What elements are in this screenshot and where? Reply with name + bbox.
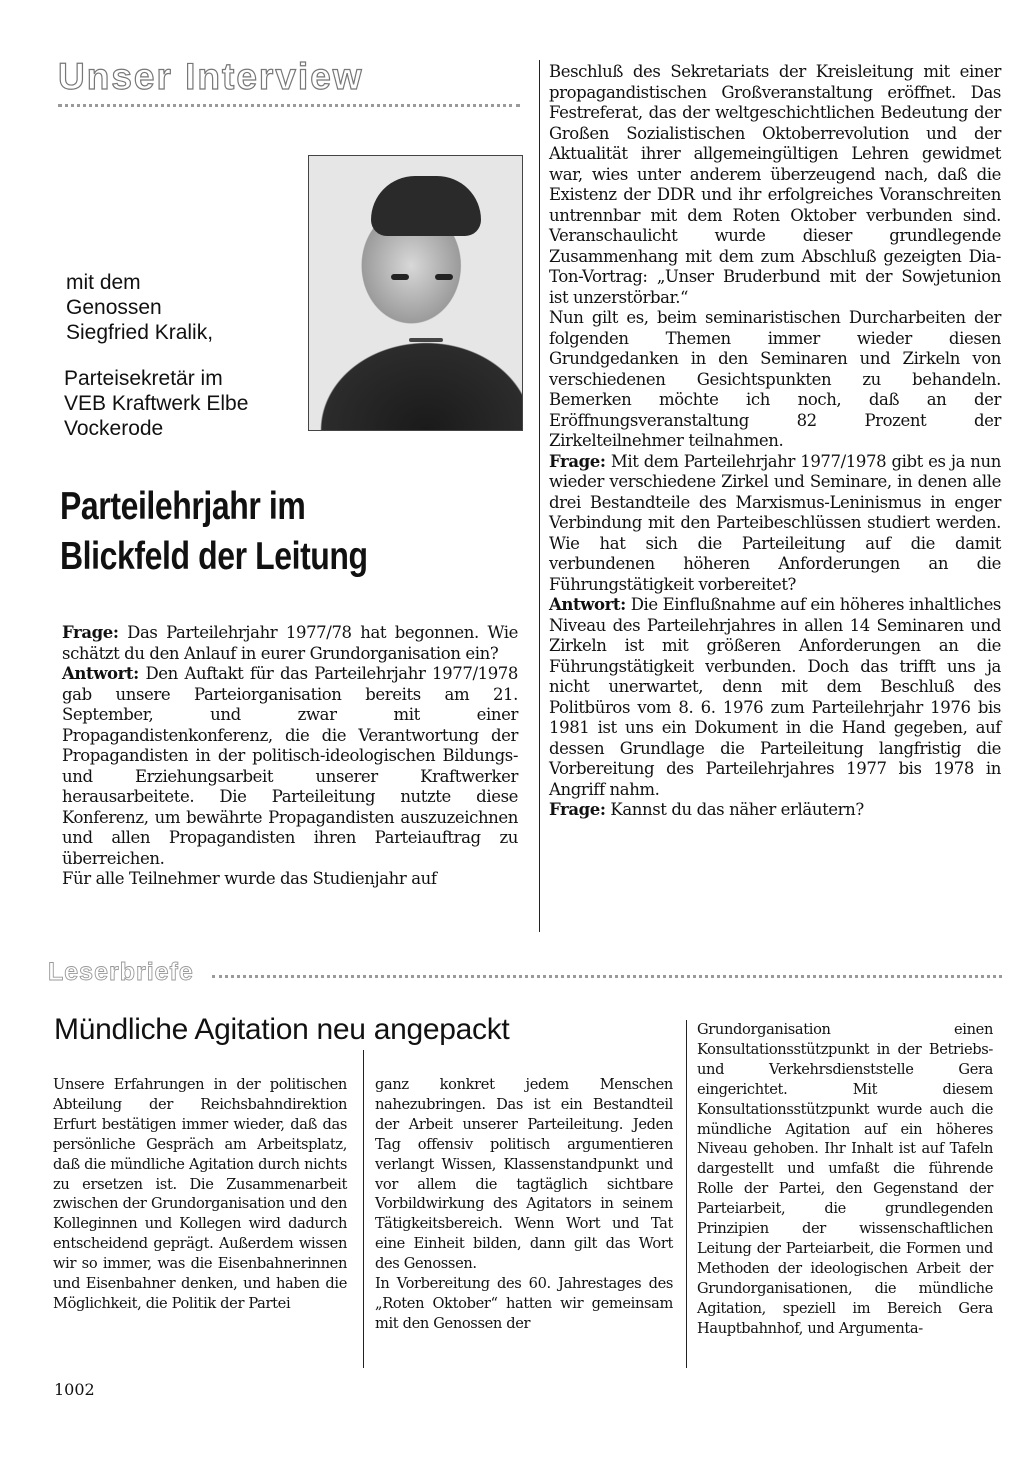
paragraph xyxy=(62,664,518,869)
question-label: Frage: xyxy=(62,623,119,642)
paragraph-text: Die Einflußnahme auf ein höheres inhaltliches Niveau des Parteilehrjahres in allen 14 Seminaren und Zirkeln ist mit größeren Anforderungen an die Führungstätigkeit verbunden. Doch das trifft uns ja nicht unerwartet, denn mit dem Beschluß des Politbüros vom 8. 6. 1976 zum Parteilehrjahr 1976 bis 1981 ist uns ein Dokument in die Hand gegeben, auf dessen Grundlage die Parteileitung langfristig die Vorbereitung des Parteilehrjahres 1977 bis 1978 in Angriff nahm. xyxy=(549,595,1001,799)
paragraph-text: Nun gilt es, beim seminaristischen Durcharbeiten der folgenden Themen immer wieder diesen Grundgedanken in den Seminaren und Zirkeln von verschiedenen Gesichtspunkten zu behandeln. Bemerken möchte ich noch, daß an der Eröffnungsveranstaltung 82 Prozent der Zirkelteilnehmer teilnahmen. xyxy=(549,308,1001,450)
portrait-photo xyxy=(308,155,523,431)
photo-eye-left xyxy=(391,274,409,280)
paragraph xyxy=(549,595,1001,800)
photo-eye-right xyxy=(435,274,453,280)
letters-column-3 xyxy=(697,1020,993,1339)
interview-left-column xyxy=(62,623,518,890)
paragraph: Unsere Erfahrungen in der politischen Abteilung der Reichsbahndirektion Erfurt bestätigen immer wieder, daß das persönliche Gespräch am Arbeitsplatz, daß die mündliche Agitation durch nichts zu ersetzen ist. Die Zusammenarbeit zwischen der Grundorganisation und den Kolleginnen und Kollegen wird dadurch entscheidend geprägt. Außerdem wissen wir so immer, was die Eisenbahnerinnen und Eisenbahner denken, und haben die Möglichkeit, die Politik der Partei xyxy=(53,1076,347,1312)
paragraph: ganz konkret jedem Menschen nahezubringen. Das ist ein Bestandteil der Arbeit unserer Parteileitung. Jeden Tag offensiv politisch argumentieren verlangt Wissen, Klassenstandpunkt und vor allem die tagtäglich sichtbare Vorbildwirkung des Agitators in seinem Tätigkeitsbereich. Wenn Wort und Tat eine Einheit bilden, dann gilt das Wort des Genossen. xyxy=(375,1076,673,1273)
section-kicker-letters: Leserbriefe xyxy=(48,958,194,986)
subtitle-line: Siegfried Kralik, xyxy=(66,321,214,344)
interview-subtitle xyxy=(66,270,213,345)
paragraph-text: Das Parteilehrjahr 1977/78 hat begonnen. Wie schätzt du den Anlauf in eurer Grundorganisation ein? xyxy=(62,623,518,663)
role-line: Vockerode xyxy=(64,417,164,440)
question-label: Frage: xyxy=(549,451,606,471)
interview-role xyxy=(64,366,248,441)
paragraph: Grundorganisation einen Konsultationsstützpunkt in der Betriebs- und Verkehrsdienststelle Gera eingerichtet. Mit diesem Konsultationsstützpunkt wurde auch die mündliche Agitation auf ein höheres Niveau gehoben. Ihr Inhalt ist auf Tafeln dargestellt und umfaßt die führende Rolle der Partei, den Gegenstand der Parteiarbeit, die grundlegenden Prinzipien der wissenschaftlichen Leitung der Parteiarbeit, die Formen und Methoden der ideologischen Arbeit der Grundorganisationen, die mündliche Agitation, speziell im Bereich Gera Hauptbahnhof, und Argumenta- xyxy=(697,1021,993,1337)
subtitle-line: mit dem xyxy=(66,271,141,294)
role-line: Parteisekretär im xyxy=(64,367,223,390)
article-headline xyxy=(60,482,486,582)
answer-label: Antwort: xyxy=(549,595,626,614)
column-divider xyxy=(363,1050,364,1368)
headline-line: Parteilehrjahr im xyxy=(60,485,306,528)
letters-column-1 xyxy=(53,1075,347,1314)
kicker-rule xyxy=(58,104,520,107)
section-kicker-interview: Unser Interview xyxy=(58,56,364,97)
paragraph xyxy=(549,452,1001,596)
paragraph-text: Kannst du das näher erläutern? xyxy=(605,800,864,819)
paragraph-text: Mit dem Parteilehrjahr 1977/1978 gibt es ja nun wieder verschiedene Zirkel und Seminare, in denen alle drei Bestandteile des Marxismus-Leninismus in enger Verbindung mit den Parteibeschlüssen studiert werden. Wie hat sich die Parteileitung auf die damit verbundenen höheren Anforderungen an die Führungstätigkeit vorbereitet? xyxy=(549,451,1001,594)
page-number: 1002 xyxy=(54,1380,95,1399)
paragraph xyxy=(62,869,518,890)
answer-label: Antwort: xyxy=(62,664,139,683)
paragraph xyxy=(549,308,1001,452)
question-label: Frage: xyxy=(549,800,606,819)
paragraph xyxy=(549,62,1001,308)
photo-mouth xyxy=(409,338,443,342)
photo-hair xyxy=(371,176,481,236)
kicker-rule xyxy=(212,975,1002,978)
letters-column-2 xyxy=(375,1075,673,1334)
paragraph-text: Für alle Teilnehmer wurde das Studienjahr auf xyxy=(62,869,437,888)
paragraph-text: Beschluß des Sekretariats der Kreisleitung mit einer propagandistischen Großveranstaltung eröffnet. Das Festreferat, das der weltgeschichtlichen Bedeutung der Großen Sozialistischen Oktoberrevolution und der Aktualität ihrer allgemeingültigen Lehren gewidmet war, wies unter anderem überzeugend nach, daß die Existenz der DDR und ihr erfolgreiches Voranschreiten untrennbar mit dem Roten Oktober verbunden sind. Veranschaulicht wurde dieser grundlegende Zusammenhang mit dem zum Abschluß gezeigten Dia-Ton-Vortrag: „Unser Bruderbund mit der Sowjetunion ist unzerstörbar.“ xyxy=(549,62,1001,307)
letters-headline: Mündliche Agitation neu angepackt xyxy=(54,1013,510,1046)
interview-right-column xyxy=(549,62,1001,821)
column-divider xyxy=(539,60,540,932)
subtitle-line: Genossen xyxy=(66,296,162,319)
paragraph xyxy=(62,623,518,664)
paragraph xyxy=(549,800,1001,821)
paragraph: In Vorbereitung des 60. Jahrestages des „Roten Oktober“ hatten wir gemeinsam mit den Genossen der xyxy=(375,1275,673,1332)
headline-line: Blickfeld der Leitung xyxy=(60,535,368,578)
paragraph-text: Den Auftakt für das Parteilehrjahr 1977/1978 gab unsere Parteiorganisation bereits am 21. September, und zwar mit einer Propagandistenkonferenz, die die Verantwortung der Propagandisten in der politisch-ideologischen Bildungs- und Erziehungsarbeit unserer Kraftwerker herausarbeitete. Die Parteileitung nutzte diese Konferenz, um bewährte Propagandisten auszuzeichnen und allen Propagandisten ihren Parteiauftrag zu überreichen. xyxy=(62,664,518,868)
role-line: VEB Kraftwerk Elbe xyxy=(64,392,249,415)
column-divider xyxy=(686,1020,687,1368)
